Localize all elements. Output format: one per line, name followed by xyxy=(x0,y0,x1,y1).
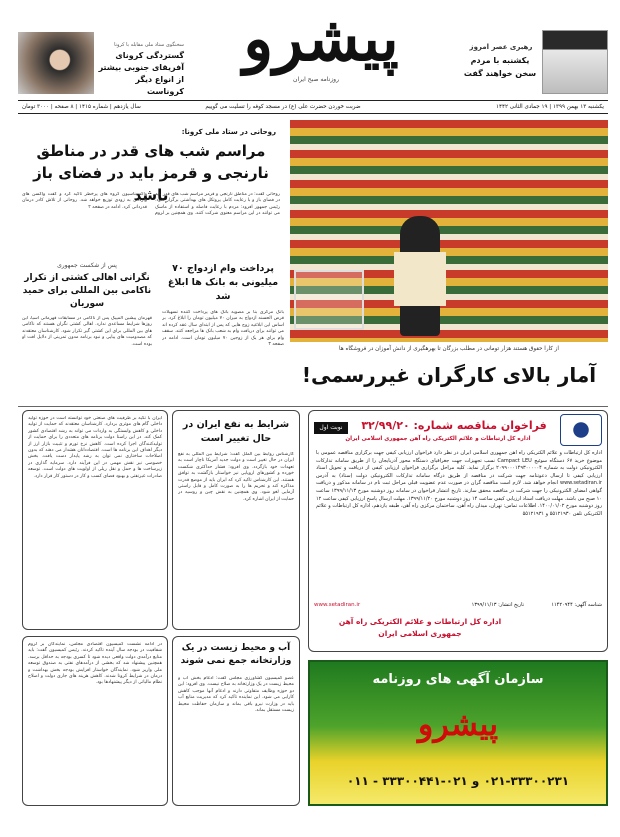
marriage-text: بانک مرکزی بنا بر مصوبه بانک های پرداخت کننده تسهیلات قرض الحسنه ازدواج به میزان ۷۰ میلیون تومان را ابلاغ کرد. بر اساس این ابلاغیه زوج هایی که پس از ابتدای سال عقد کرده اند می توانند برای دریافت وام به شعب بانک ها مراجعه کنند. سقف وام برای هر یک از زوجین ۷۰ میلیون تومان است. ادامه در صفحه ۳ xyxy=(162,310,284,348)
hamid-text: قهرمان پیشین المپیک پس از ناکامی در مسابقات قهرمانی آسیا، این روزها شرایط مساعدی ندارد. اهالی کشتی نگران هستند که ناکامی های بین المللی برای این کشتی گیر تکرار شود. کارشناسان معتقدند که مصدومیت های پیاپی و نبود برنامه مدون تمرینی از دلایل افت او بوده است. xyxy=(22,316,152,347)
corona-title: مراسم شب های قدر در مناطق نارنجی و قرمز باید در فضای باز باشد xyxy=(33,142,269,204)
tender-text: اداره کل ارتباطات و علائم الکتریکی راه آهن جمهوری اسلامی ایران در نظر دارد فراخوان ارزیابی کیفی جهت برگزاری مناقصه عمومی با موضوع خرید ۶۷ دستگاه سوئیچ Campact LEU نسب تجهیزات جهت جغرافیای دستگاه محور آذربایجان را از طریق سامانه تدارکات الکترونیکی دولت به شماره ۲۰۹۹۰۰۰۱۴۹۳۰۰۰۰۰۴ برگزار نماید. کلیه مراحل برگزاری فراخوان ارزیابی کیفی از دریافت و تحویل اسناد ارزیابی کیفی تا ارسال دعوتنامه جهت شرکت در مناقصه از طریق درگاه سامانه تدارکات الکترونیکی دولت (ستاد) به آدرس www.setadiran.ir انجام خواهد شد. لازم است مناقصه گران در صورت عدم عضویت قبلی مراحل ثبت نام در سامانه مذکور و دریافت گواهی امضای الکترونیکی را جهت شرکت در مناقصه محقق سازند. تاریخ انتشار فراخوان در سامانه روز دوشنبه مورخ ۱۳۹۹/۱۱/۱۳ ساعت ۱۰ صبح می باشد. مهلت دریافت اسناد ارزیابی کیفی ساعت ۱۴ روز دوشنبه مورخ ۱۳۹۹/۱۱/۲۰. مهلت ارسال پاسخ ارزیابی کیفی ساعت ۱۲ روز دوشنبه مورخ ۱۴۰۰/۰۱/۰۲. اطلاعات تماس: تهران، میدان راه آهن، ساختمان مرکزی راه آهن، طبقه یازدهم، اداره کل ارتباطات و علائم الکتریکی تلفن ۵۵۱۲۱۹۳۰ و ۵۵۱۲۱۹۳۱ xyxy=(316,450,602,517)
right-kicker: رهبری عصر امروز xyxy=(469,43,533,51)
corona-text: روحانی گفت: در مناطق نارنجی و قرمز مراسم شب های قدر باید در فضای باز و با رعایت کامل پروتکل های بهداشتی برگزار شود. رئیس جمهور افزود: مردم با رعایت فاصله و استفاده از ماسک می توانند در این مراسم معنوی شرکت کنند. وی همچنین بر لزوم واکسیناسیون گروه های پرخطر تاکید کرد و گفت واکسن های وارداتی به زودی توزیع خواهد شد. روحانی از تلاش کادر درمان قدردانی کرد. ادامه در صفحه ۲ xyxy=(22,192,280,217)
date-bar xyxy=(18,100,608,114)
issue-line: سال یازدهم | شماره ۱۴۱۵ | ۸ صفحه | ۳۰۰۰ تومان xyxy=(22,104,141,110)
masthead-logo: پیشرو xyxy=(243,2,399,75)
sanctions-title: شرایط به نفع ایران در حال تغییر است xyxy=(182,419,290,444)
left-bottom-text: در ادامه نشست کمیسیون اقتصادی مجلس، نمایندگان بر لزوم شفافیت در بودجه سال آینده تاکید کردند. رئیس کمیسیون گفت: باید منابع درآمدی دولت واقعی دیده شود تا کسری بودجه به حداقل برسد. همچنین پیشنهاد شد که بخشی از درآمدهای نفتی به صندوق توسعه ملی واریز شود. نمایندگان خواستار افزایش بودجه بخش بهداشت و درمان در شرایط کرونا شدند. کاهش هزینه های جاری دولت و اصلاح نظام مالیاتی از دیگر پیشنهادها بود. xyxy=(28,642,162,686)
main-caption: از کارا حقوق هستند هزار تومانی در مطلب بزرگان تا بهرهگیری از دانش آموزان در فروشگاه ها xyxy=(339,346,559,352)
main-title: آمار بالای کارگران غیررسمی! xyxy=(301,363,597,387)
tender-foot-date: تاریخ انتشار: ۱۳۹۹/۱۱/۱۳ xyxy=(471,602,524,608)
ad-brand: پیشرو xyxy=(417,705,499,743)
left-top-text: ایران با تکیه بر ظرفیت های صنعتی خود توانسته است در حوزه تولید داخلی گام های موثری بردارد. کارشناسان معتقدند که حمایت از تولید داخلی و کاهش وابستگی به واردات می تواند به رشد اقتصادی کشور کمک کند. در این راستا دولت برنامه های متعددی را برای حمایت از تولیدکنندگان اجرا کرده است. کاهش نرخ تورم و تثبیت بازار ارز از دیگر اهداف این برنامه ها است. اقتصاددانان هشدار می دهند که بدون اصلاحات ساختاری نمی توان به رشد پایدار دست یافت. بخش خصوصی نیز نقش مهمی در این فرآیند دارد. سرمایه گذاری در زیرساخت ها و حمل و نقل ریلی از اولویت های دولت است. توسعه صادرات غیرنفتی و بهبود فضای کسب و کار در دستور کار قرار دارد. xyxy=(28,416,162,479)
hamid-title: نگرانی اهالی کشتی از تکرار ناکامی بین المللی برای حمید سوریان xyxy=(22,273,152,309)
date-line: یکشنبه ۱۳ بهمن ۱۳۹۹ | ۱۹ جمادی الثانی ۱۴۴۲ xyxy=(495,104,604,110)
railway-logo xyxy=(560,414,602,446)
leader-photo xyxy=(542,30,608,94)
tender-title: فراخوان مناقصه شماره: ۳۲/۹۹/۲۰ xyxy=(361,419,547,432)
section-divider xyxy=(18,406,608,407)
masthead-logo-sub: روزنامه صبح ایران xyxy=(293,76,339,83)
quote-line: ضربت خوردن حضرت علی (ع) در مسجد کوفه را تسلیت می گوییم xyxy=(205,104,361,110)
supermarket-photo xyxy=(290,120,608,342)
tender-foot-code: شناسه آگهی: ۱۱۴۲۰۹۴۴ xyxy=(551,602,602,608)
worker-vest xyxy=(394,252,446,306)
setad-link[interactable]: www.setadiran.ir xyxy=(314,602,361,608)
marriage-title: پرداخت وام ازدواج ۷۰ میلیونی به بانک ها ابلاغ شد xyxy=(167,263,279,302)
left-title: گستردگی کرونای آفریقای جنوبی بیشتر از انواع دیگر کروناست xyxy=(98,51,184,96)
left-kicker: سخنگوی ستاد ملی مقابله با کرونا xyxy=(114,42,184,48)
hamid-kicker: پس از شکست جمهوری xyxy=(57,262,117,269)
tender-org: اداره کل ارتباطات و علائم الکتریکی راه آهن جمهوری اسلامی ایران xyxy=(345,436,531,442)
sanctions-text: کارشناس روابط بین الملل گفت: شرایط بین المللی به نفع ایران در حال تغییر است و دولت جدید آمریکا ناچار است به تعهدات خود بازگردد. وی افزود: فشار حداکثری شکست خورده و کشورهای اروپایی نیز خواستار بازگشت به توافق هستند. این کارشناس تاکید کرد که ایران باید از موضع قدرت مذاکره کند و تحریم ها را به صورت کامل و قابل راستی آزمایی لغو شود. وی همچنین به نقش چین و روسیه در حمایت از ایران اشاره کرد. xyxy=(178,452,294,502)
ad-banner xyxy=(308,660,608,806)
env-title: آب و محیط زیست در یک وزارتخانه جمع نمی شوند xyxy=(180,643,292,666)
tender-sign: اداره کل ارتباطات و علائم الکتریکی راه آهن جمهوری اسلامی ایران xyxy=(338,617,502,638)
ad-phones: ۰۲۱-۳۳۳۰۰۲۳۱ و ۰۲۱-۳۳۳۰۰۴۴۱ - ۰۱۱ xyxy=(346,774,570,788)
ad-title: سازمان آگهی های روزنامه xyxy=(372,672,544,687)
right-title: یکشنبه با مردم سخن خواهند گفت xyxy=(463,56,537,78)
cart xyxy=(294,270,364,330)
tender-stamp: نوبت اول xyxy=(314,422,348,434)
corona-kicker: روحانی در ستاد ملی کرونا: xyxy=(181,128,276,136)
env-text: عضو کمیسیون کشاورزی مجلس گفت: ادغام بخش آب و محیط زیست در یک وزارتخانه به صلاح نیست. وی افزود: این دو حوزه وظایف متفاوتی دارند و ادغام آنها موجب کاهش کارایی می شود. این نماینده تاکید کرد که مدیریت منابع آب باید در وزارت نیرو باقی بماند و سازمان حفاظت محیط زیست مستقل بماند. xyxy=(178,676,294,714)
spokesperson-photo xyxy=(18,32,94,94)
